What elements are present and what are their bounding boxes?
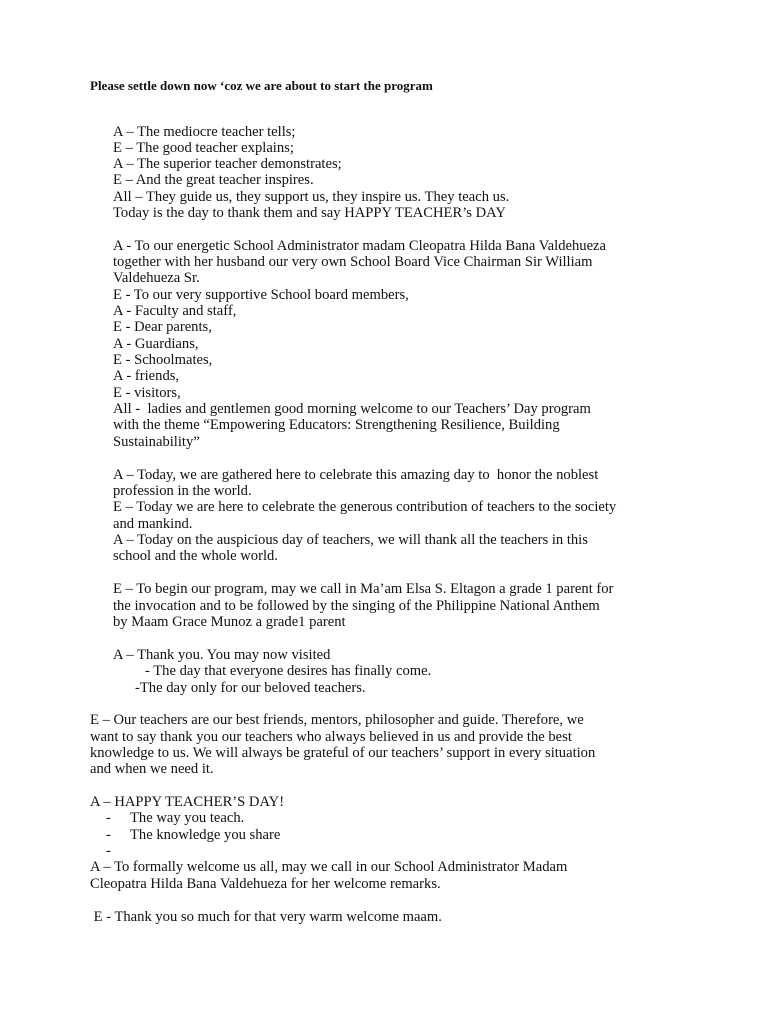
script-line: A - friends,: [113, 368, 180, 384]
script-line: together with her husband our very own School Board Vice Chairman Sir William: [113, 254, 593, 270]
script-line: A - Faculty and staff,: [113, 303, 237, 319]
script-line: E – To begin our program, may we call in Ma’am Elsa S. Eltagon a grade 1 parent for: [113, 581, 614, 597]
script-line: E - To our very supportive School board members,: [113, 287, 409, 303]
script-subline: -The day only for our beloved teachers.: [135, 680, 366, 696]
script-line: E - Schoolmates,: [113, 352, 213, 368]
script-line: All – They guide us, they support us, they inspire us. They teach us.: [113, 189, 510, 205]
list-dash: -: [106, 827, 111, 843]
script-line: A – HAPPY TEACHER’S DAY!: [90, 794, 285, 810]
script-line: with the theme “Empowering Educators: Strengthening Resilience, Building: [113, 417, 560, 433]
script-line: A – Today on the auspicious day of teachers, we will thank all the teachers in this: [113, 532, 588, 548]
script-line: A – The mediocre teacher tells;: [113, 124, 296, 140]
script-line: school and the whole world.: [113, 548, 278, 564]
script-line: E - visitors,: [113, 385, 181, 401]
script-line: knowledge to us. We will always be grateful of our teachers’ support in every situation: [90, 745, 596, 761]
script-line: E – Our teachers are our best friends, mentors, philosopher and guide. Therefore, we: [90, 712, 584, 728]
script-line: Cleopatra Hilda Bana Valdehueza for her welcome remarks.: [90, 876, 441, 892]
script-line: Sustainability”: [113, 434, 200, 450]
list-item: The knowledge you share: [130, 827, 281, 843]
script-line: A - Guardians,: [113, 336, 199, 352]
script-line: A – The superior teacher demonstrates;: [113, 156, 342, 172]
script-line: A – To formally welcome us all, may we call in our School Administrator Madam: [90, 859, 568, 875]
script-line: Today is the day to thank them and say HAPPY TEACHER’s DAY: [113, 205, 506, 221]
script-line: want to say thank you our teachers who always believed in us and provide the best: [90, 729, 572, 745]
list-dash: -: [106, 843, 111, 859]
script-line: the invocation and to be followed by the singing of the Philippine National Anthem: [113, 598, 600, 614]
script-line: E - Dear parents,: [113, 319, 212, 335]
script-line: E – Today we are here to celebrate the generous contribution of teachers to the society: [113, 499, 617, 515]
script-line: E – The good teacher explains;: [113, 140, 294, 156]
script-line: and mankind.: [113, 516, 193, 532]
script-line: profession in the world.: [113, 483, 252, 499]
script-line: E – And the great teacher inspires.: [113, 172, 314, 188]
list-dash: -: [106, 810, 111, 826]
script-line: A – Today, we are gathered here to celebrate this amazing day to honor the noblest: [113, 467, 599, 483]
document-title: Please settle down now ‘coz we are about to start the program: [90, 78, 433, 93]
script-line: A - To our energetic School Administrator madam Cleopatra Hilda Bana Valdehueza: [113, 238, 607, 254]
script-line: by Maam Grace Munoz a grade1 parent: [113, 614, 346, 630]
script-line: E - Thank you so much for that very warm welcome maam.: [90, 909, 442, 925]
list-item: The way you teach.: [130, 810, 245, 826]
script-line: Valdehueza Sr.: [113, 270, 200, 286]
script-line: A – Thank you. You may now visited: [113, 647, 331, 663]
script-subline: - The day that everyone desires has finally come.: [145, 663, 432, 679]
script-line: All - ladies and gentlemen good morning welcome to our Teachers’ Day program: [113, 401, 591, 417]
script-line: and when we need it.: [90, 761, 214, 777]
